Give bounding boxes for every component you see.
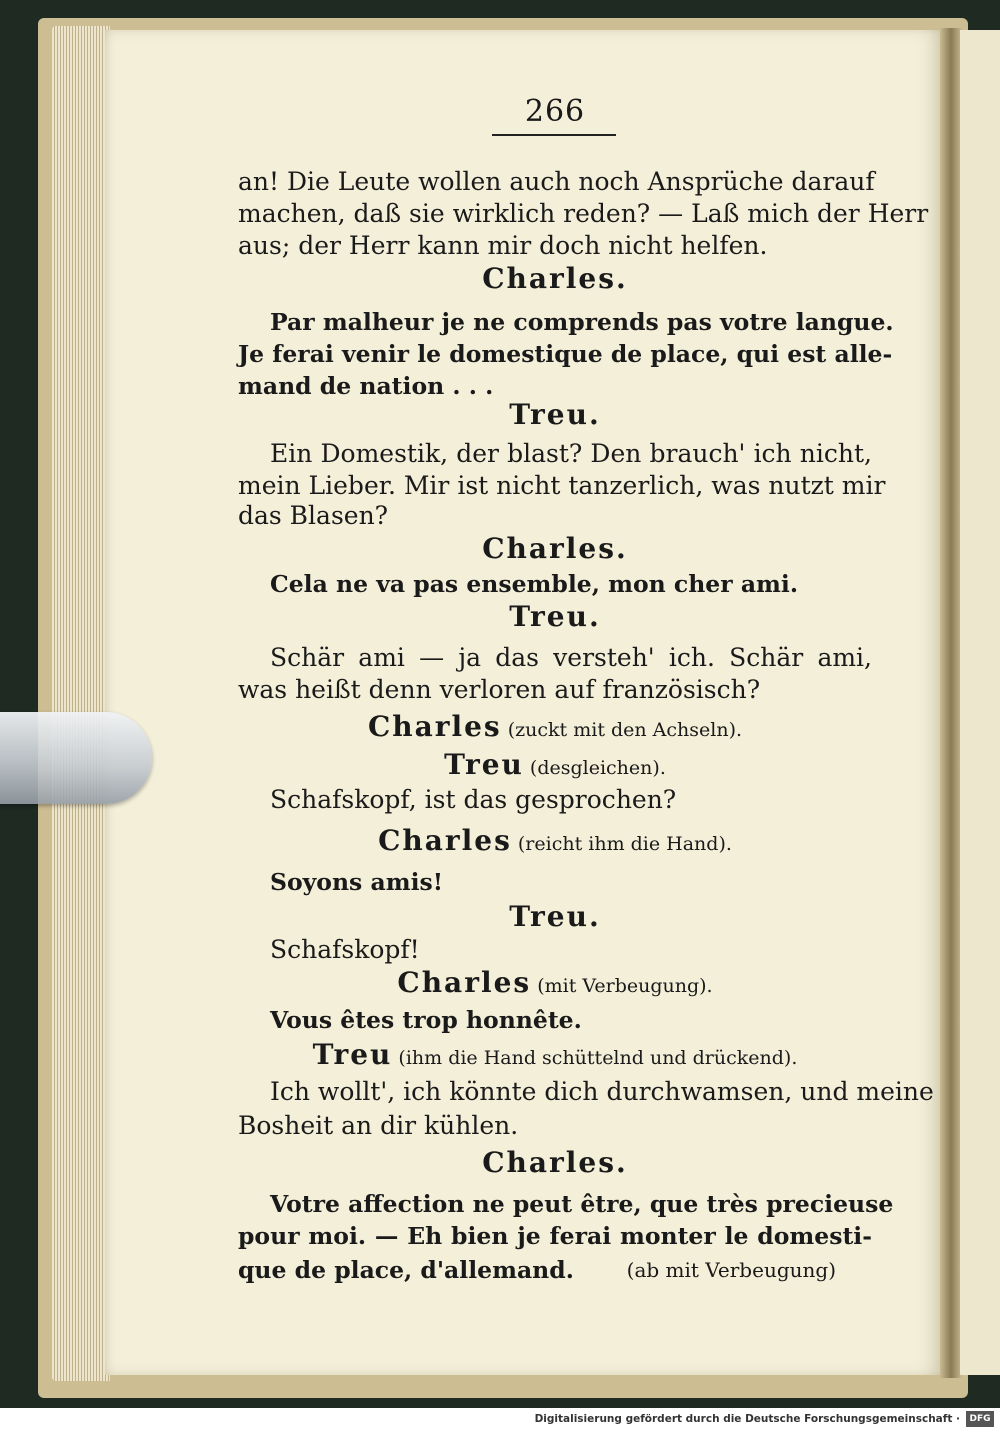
speaker-label: Charles. <box>482 532 628 565</box>
speaker-label: Treu. <box>509 900 601 933</box>
line-text: Ich wollt', ich könnte dich durchwamsen, und meine <box>270 1077 934 1106</box>
speaker-label: Treu. <box>509 600 601 633</box>
line-text: machen, daß sie wirklich reden? — Laß mich der Herr <box>238 199 929 228</box>
french-dialogue-line <box>270 568 872 600</box>
stage-direction: (mit Verbeugung). <box>531 975 713 997</box>
dialogue-line <box>238 166 875 198</box>
speaker-label: Charles. <box>482 1146 628 1179</box>
dialogue-line <box>238 674 872 706</box>
dialogue-line <box>238 230 872 262</box>
line-text: pour moi. — Eh bien je ferai monter le domesti- <box>238 1222 872 1250</box>
speaker-label: Treu <box>444 748 524 781</box>
dialogue-line <box>238 500 872 532</box>
speaker-name <box>0 262 1000 296</box>
line-text: Schafskopf, ist das gesprochen? <box>270 785 677 814</box>
speaker-label: Charles. <box>482 262 628 295</box>
french-dialogue-line <box>238 1254 872 1286</box>
line-text: Soyons amis! <box>270 868 444 896</box>
line-text: Votre affection ne peut être, que très precieuse <box>270 1190 894 1218</box>
stage-direction: (reicht ihm die Hand). <box>511 833 732 855</box>
french-dialogue-line <box>270 1004 872 1036</box>
speaker-label: Treu. <box>509 398 601 431</box>
line-text: Ein Domestik, der blast? Den brauch' ich nicht, <box>270 439 872 468</box>
line-text: Schär ami — ja das versteh' ich. Schär ami, <box>270 643 872 672</box>
dialogue-line <box>238 1110 872 1142</box>
dialogue-line <box>270 784 872 816</box>
dialogue-line <box>238 470 886 502</box>
line-text: Vous êtes trop honnête. <box>270 1006 582 1034</box>
speaker-label: Charles <box>378 824 512 857</box>
funding-notice: Digitalisierung gefördert durch die Deutsche Forschungsgemeinschaft · <box>534 1413 960 1425</box>
dialogue-line <box>270 642 872 674</box>
dfg-logo: DFG <box>966 1411 994 1427</box>
line-text: Schafskopf! <box>270 935 420 964</box>
speaker-name <box>0 824 1000 861</box>
french-dialogue-line <box>270 306 894 338</box>
line-text: mand de nation . . . <box>238 372 494 400</box>
line-text: das Blasen? <box>238 501 389 530</box>
line-text: que de place, d'allemand. <box>238 1256 574 1284</box>
speaker-name <box>0 900 1000 934</box>
french-dialogue-line <box>238 338 893 370</box>
stage-direction: (zuckt mit den Achseln). <box>501 719 743 741</box>
speaker-label: Treu <box>312 1038 393 1071</box>
speaker-label: Charles <box>397 966 532 999</box>
dialogue-line <box>270 934 872 966</box>
speaker-name <box>0 710 1000 747</box>
speaker-name <box>0 600 1000 634</box>
french-dialogue-line <box>270 866 872 898</box>
stage-direction: (ab mit Verbeugung) <box>626 1258 836 1282</box>
line-text: mein Lieber. Mir ist nicht tanzerlich, was nutzt mir <box>238 471 886 500</box>
page-number-rule <box>492 134 616 136</box>
line-text: was heißt denn verloren auf französisch? <box>238 675 761 704</box>
dialogue-line <box>270 438 872 470</box>
speaker-name <box>0 966 1000 1003</box>
speaker-name <box>0 748 1000 785</box>
speaker-name <box>0 532 1000 566</box>
stage-direction: (ihm die Hand schüttelnd und drückend). <box>392 1047 798 1069</box>
speaker-name <box>0 1038 1000 1075</box>
french-dialogue-line <box>238 1220 872 1252</box>
stage-direction: (desgleichen). <box>523 757 666 779</box>
french-dialogue-line <box>270 1188 894 1220</box>
line-text: Par malheur je ne comprends pas votre langue. <box>270 308 894 336</box>
line-text: Bosheit an dir kühlen. <box>238 1111 519 1140</box>
dialogue-line <box>270 1076 934 1108</box>
line-text: Je ferai venir le domestique de place, qui est alle- <box>238 340 893 368</box>
speaker-name <box>0 398 1000 432</box>
line-text: aus; der Herr kann mir doch nicht helfen. <box>238 231 768 260</box>
dialogue-line <box>238 198 929 230</box>
line-text: Cela ne va pas ensemble, mon cher ami. <box>270 570 799 598</box>
line-text: an! Die Leute wollen auch noch Ansprüche darauf <box>238 167 875 196</box>
speaker-label: Charles <box>367 710 502 743</box>
speaker-name <box>0 1146 1000 1180</box>
page-number: 266 <box>524 94 586 129</box>
